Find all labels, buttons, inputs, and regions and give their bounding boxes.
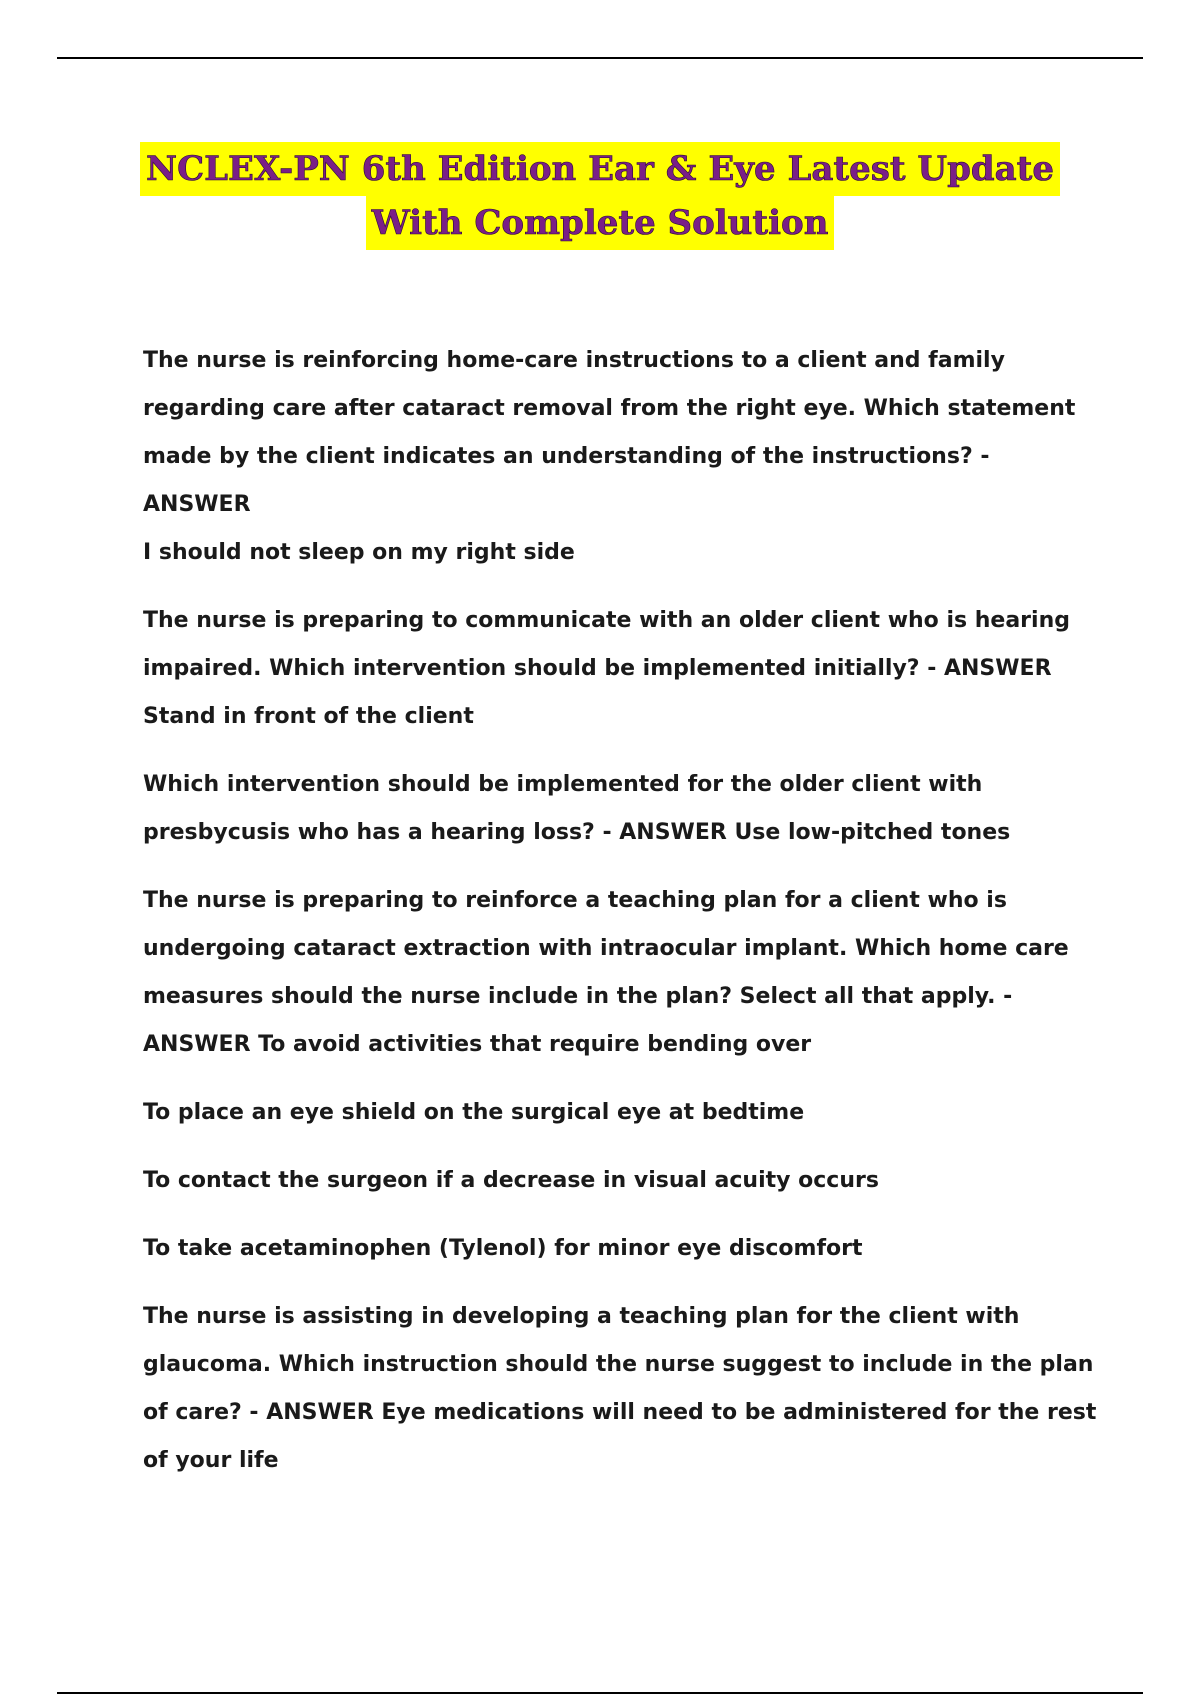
- title-line-2: With Complete Solution: [366, 196, 835, 250]
- question-answer-paragraph: The nurse is preparing to communicate with an older client who is hearing impaired. Which intervention should be implemented initially? - ANSWER Stand in front of the client: [143, 608, 1070, 729]
- document-body: [143, 337, 1103, 1505]
- question-answer-paragraph: The nurse is assisting in developing a teaching plan for the client with glaucoma. Which instruction should the nurse suggest to include in the plan of care? - ANSWER Eye medications will need to be administered for the rest of your life: [143, 1304, 1097, 1473]
- answer-option-paragraph: To contact the surgeon if a decrease in visual acuity occurs: [143, 1168, 879, 1193]
- question-answer-paragraph: The nurse is preparing to reinforce a teaching plan for a client who is undergoing cataract extraction with intraocular implant. Which home care measures should the nurse include in the plan? Select all that apply. - ANSWER To avoid activities that require bending over: [143, 888, 1069, 1057]
- top-rule: [57, 57, 1143, 59]
- answer-option-paragraph: To take acetaminophen (Tylenol) for minor eye discomfort: [143, 1236, 863, 1261]
- bottom-rule: [57, 1692, 1143, 1694]
- question-answer-paragraph: The nurse is reinforcing home-care instructions to a client and family regarding care after cataract removal from the right eye. Which statement made by the client indicates an understanding of the instructions? - ANSWER I should not sleep on my right side: [143, 348, 1076, 565]
- title-line-1: NCLEX-PN 6th Edition Ear & Eye Latest Update: [140, 142, 1060, 196]
- question-answer-paragraph: Which intervention should be implemented for the older client with presbycusis who has a hearing loss? - ANSWER Use low-pitched tones: [143, 772, 1011, 845]
- answer-option-paragraph: To place an eye shield on the surgical eye at bedtime: [143, 1100, 805, 1125]
- document-title: [0, 142, 1200, 250]
